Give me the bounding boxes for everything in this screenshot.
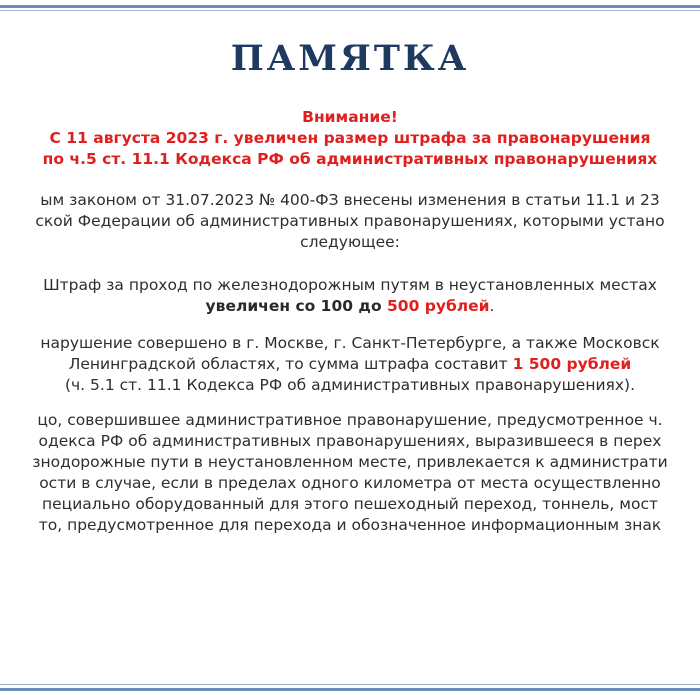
moscow-line-2-text: Ленинградской областях, то сумма штрафа составит xyxy=(68,355,513,373)
moscow-line-2 xyxy=(0,354,700,375)
fine-line-1: Штраф за проход по железнодорожным путям в неустановленных местах xyxy=(43,276,657,294)
fine-period: . xyxy=(489,297,495,315)
warning-block xyxy=(0,107,700,170)
intro-paragraph xyxy=(0,190,700,253)
moscow-line-1: нарушение совершено в г. Москве, г. Санкт-Петербурге, а также Московск xyxy=(40,334,660,352)
rule-line-4: ости в случае, если в пределах одного километра от места осуществленно xyxy=(39,474,661,492)
fine-increase-text: увеличен со 100 до xyxy=(205,297,387,315)
intro-line-3: следующее: xyxy=(300,233,400,251)
rule-line-6: то, предусмотренное для перехода и обозначенное информационным знак xyxy=(38,516,662,534)
rule-line-2: одекса РФ об административных правонарушениях, выразившееся в перех xyxy=(38,432,662,450)
fine-amount: 500 рублей xyxy=(387,297,490,315)
fine-line-2 xyxy=(0,296,700,317)
fine-paragraph xyxy=(0,275,700,317)
warning-line-1: С 11 августа 2023 г. увеличен размер штрафа за правонарушения xyxy=(49,129,651,147)
moscow-paragraph xyxy=(0,333,700,396)
moscow-line-3: (ч. 5.1 ст. 11.1 Кодекса РФ об административных правонарушениях). xyxy=(64,376,636,394)
bottom-border-line xyxy=(0,688,700,691)
rule-line-1: цо, совершившее административное правонарушение, предусмотренное ч. xyxy=(37,411,663,429)
rule-paragraph xyxy=(0,410,700,536)
intro-line-1: ым законом от 31.07.2023 № 400-ФЗ внесены изменения в статьи 11.1 и 23 xyxy=(40,191,660,209)
warning-heading: Внимание! xyxy=(302,108,398,126)
intro-line-2: ской Федерации об административных правонарушениях, которыми устано xyxy=(35,212,665,230)
top-border-line xyxy=(0,5,700,8)
rule-line-5: пециально оборудованный для этого пешеходный переход, тоннель, мост xyxy=(41,495,659,513)
rule-line-3: знодорожные пути в неустановленном месте, привлекается к администрати xyxy=(32,453,668,471)
page-title: ПАМЯТКА xyxy=(230,38,470,79)
warning-line-2: по ч.5 ст. 11.1 Кодекса РФ об административных правонарушениях xyxy=(42,150,658,168)
bottom-border-thin-line xyxy=(0,684,700,685)
moscow-fine-amount: 1 500 рублей xyxy=(512,355,632,373)
top-border-thin-line xyxy=(0,10,700,11)
